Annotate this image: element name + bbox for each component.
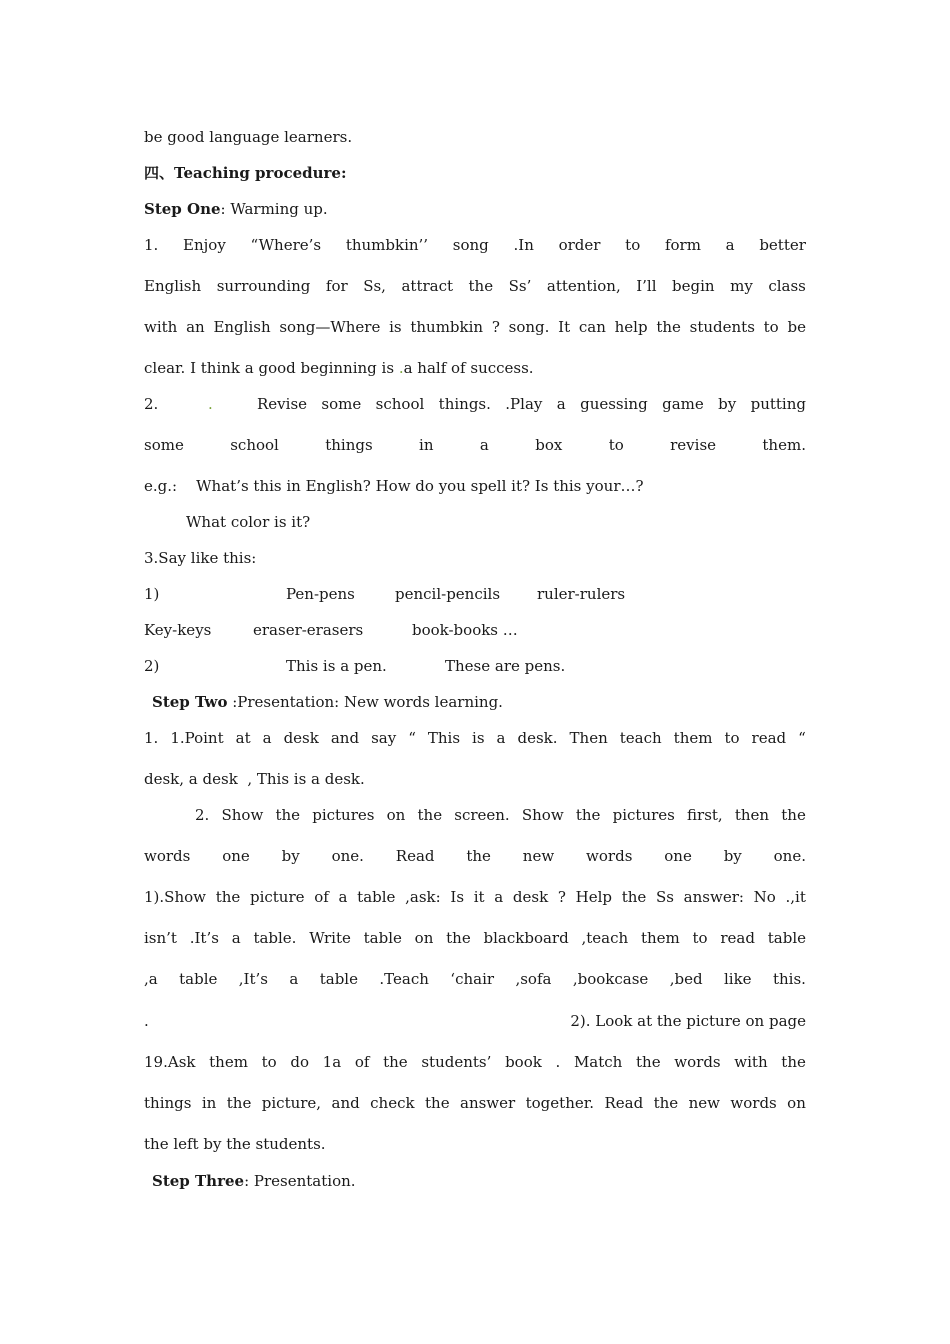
word: things. bbox=[438, 395, 491, 413]
word: like bbox=[723, 970, 752, 988]
word: No bbox=[753, 888, 776, 906]
word: to bbox=[625, 236, 641, 254]
word: English bbox=[213, 318, 271, 336]
word: the bbox=[417, 806, 443, 824]
word: a bbox=[231, 929, 241, 947]
word: It bbox=[558, 318, 571, 336]
justified-line bbox=[144, 317, 806, 337]
word: picture bbox=[249, 888, 305, 906]
word: the bbox=[275, 806, 301, 824]
word: words bbox=[730, 1094, 777, 1112]
word: them. bbox=[762, 436, 806, 454]
stray-mark: . bbox=[144, 1012, 149, 1030]
example-word: eraser-erasers bbox=[253, 621, 364, 639]
word: be bbox=[787, 318, 806, 336]
word: a bbox=[289, 970, 299, 988]
word: 1).Show bbox=[144, 888, 206, 906]
word: to bbox=[608, 436, 624, 454]
word: ? bbox=[557, 888, 566, 906]
word: one bbox=[664, 847, 692, 865]
word: thumbkin bbox=[410, 318, 484, 336]
word: 1.Point bbox=[170, 729, 224, 747]
word: box bbox=[535, 436, 563, 454]
word: . bbox=[555, 1053, 561, 1071]
word: on bbox=[414, 929, 434, 947]
word: things bbox=[144, 1094, 192, 1112]
word: read bbox=[720, 929, 755, 947]
word: ‘chair bbox=[450, 970, 495, 988]
word: Show bbox=[521, 806, 564, 824]
word: at bbox=[235, 729, 251, 747]
word: a bbox=[494, 888, 504, 906]
word: Match bbox=[573, 1053, 623, 1071]
word: words bbox=[144, 847, 191, 865]
word: by bbox=[281, 847, 300, 865]
step-three-title: : Presentation. bbox=[244, 1172, 356, 1190]
word: by bbox=[723, 847, 742, 865]
justified-line bbox=[144, 728, 806, 748]
word: surrounding bbox=[216, 277, 311, 295]
word: them bbox=[640, 929, 680, 947]
word: to bbox=[261, 1053, 277, 1071]
list-number: 2. bbox=[144, 395, 159, 413]
word: answer: bbox=[683, 888, 744, 906]
word: 1a bbox=[322, 1053, 342, 1071]
word: in bbox=[201, 1094, 217, 1112]
text-segment: clear. I think a good beginning is bbox=[144, 359, 399, 377]
word: the bbox=[383, 1053, 408, 1071]
word: in bbox=[419, 436, 434, 454]
word: the bbox=[656, 318, 681, 336]
word: guessing bbox=[580, 395, 648, 413]
word: Help bbox=[575, 888, 612, 906]
example-word: book-books … bbox=[412, 621, 518, 639]
word: an bbox=[186, 318, 205, 336]
word: .In bbox=[513, 236, 534, 254]
word: the bbox=[781, 1053, 806, 1071]
word: putting bbox=[750, 395, 806, 413]
step-two-heading: Step Two bbox=[152, 693, 228, 711]
word: “Where’s bbox=[250, 236, 322, 254]
word: isn’t bbox=[144, 929, 177, 947]
word: ,bed bbox=[669, 970, 703, 988]
word: Then bbox=[569, 729, 608, 747]
word: class bbox=[768, 277, 806, 295]
word: Show bbox=[221, 806, 264, 824]
word: teach bbox=[619, 729, 662, 747]
word: first, bbox=[687, 806, 723, 824]
word: them bbox=[673, 729, 713, 747]
word: of bbox=[354, 1053, 370, 1071]
word: ,a bbox=[144, 970, 158, 988]
word: do bbox=[290, 1053, 309, 1071]
word: table. bbox=[253, 929, 297, 947]
justified-line bbox=[144, 969, 806, 989]
word: the bbox=[575, 806, 601, 824]
word: and bbox=[330, 729, 360, 747]
word: Ss bbox=[655, 888, 674, 906]
word: words bbox=[674, 1053, 721, 1071]
word: the bbox=[226, 1094, 252, 1112]
list-number: 1) bbox=[144, 585, 160, 603]
word: students’ bbox=[421, 1053, 492, 1071]
text-line bbox=[144, 358, 806, 378]
word: table bbox=[357, 888, 396, 906]
word: new bbox=[688, 1094, 720, 1112]
word: ? bbox=[491, 318, 500, 336]
word: can bbox=[578, 318, 606, 336]
word: English bbox=[144, 277, 202, 295]
word: say bbox=[371, 729, 397, 747]
word: check bbox=[370, 1094, 415, 1112]
word: the bbox=[653, 1094, 679, 1112]
justified-line bbox=[144, 887, 806, 907]
word: begin bbox=[672, 277, 715, 295]
word: Is bbox=[450, 888, 465, 906]
word: 2. bbox=[195, 806, 210, 824]
step-two-title: :Presentation: New words learning. bbox=[227, 693, 503, 711]
word: table bbox=[363, 929, 402, 947]
word: with bbox=[734, 1053, 768, 1071]
text-segment: a half of success. bbox=[403, 359, 534, 377]
word: Ss, bbox=[363, 277, 386, 295]
word: revise bbox=[670, 436, 717, 454]
word: desk bbox=[283, 729, 319, 747]
word: by bbox=[718, 395, 737, 413]
word: attention, bbox=[546, 277, 621, 295]
justified-line bbox=[144, 1052, 806, 1072]
word: school bbox=[230, 436, 279, 454]
word: the bbox=[466, 847, 491, 865]
word: ,ask: bbox=[405, 888, 441, 906]
example-word: Pen-pens bbox=[286, 585, 355, 603]
word: help bbox=[614, 318, 648, 336]
word: one bbox=[222, 847, 250, 865]
step-three-heading: Step Three bbox=[152, 1172, 245, 1190]
example-sentence: These are pens. bbox=[445, 657, 566, 675]
word: screen. bbox=[454, 806, 510, 824]
word: table bbox=[767, 929, 806, 947]
step-one-line bbox=[144, 199, 806, 219]
justified-line bbox=[257, 394, 806, 414]
word: new bbox=[522, 847, 555, 865]
word: a bbox=[725, 236, 735, 254]
word: to bbox=[724, 729, 740, 747]
example-word: Key-keys bbox=[144, 621, 212, 639]
word: on bbox=[787, 1094, 806, 1112]
word: game bbox=[662, 395, 704, 413]
justified-line bbox=[195, 805, 806, 825]
word: a bbox=[496, 729, 506, 747]
word: ,bookcase bbox=[572, 970, 649, 988]
word: of bbox=[314, 888, 329, 906]
word: This bbox=[427, 729, 461, 747]
justified-line bbox=[144, 846, 806, 866]
word: for bbox=[325, 277, 348, 295]
justified-line bbox=[144, 1093, 806, 1113]
text-line: 2). Look at the picture on page bbox=[570, 1012, 806, 1030]
word: .It’s bbox=[189, 929, 219, 947]
word: order bbox=[558, 236, 601, 254]
word: .Play bbox=[505, 395, 543, 413]
word: picture, bbox=[261, 1094, 322, 1112]
text-line: desk, a desk , This is a desk. bbox=[144, 770, 365, 788]
justified-line bbox=[144, 276, 806, 296]
word: table bbox=[179, 970, 218, 988]
word: a bbox=[479, 436, 489, 454]
word: song. bbox=[508, 318, 550, 336]
example-sentence: This is a pen. bbox=[286, 657, 387, 675]
word: one. bbox=[331, 847, 364, 865]
stray-mark: . bbox=[208, 395, 213, 413]
word: ,sofa bbox=[515, 970, 552, 988]
word: the bbox=[621, 888, 647, 906]
word: a bbox=[556, 395, 566, 413]
word: the bbox=[446, 929, 471, 947]
word: on bbox=[386, 806, 406, 824]
word: then bbox=[734, 806, 770, 824]
step-two-line bbox=[152, 692, 503, 712]
word: 19.Ask bbox=[144, 1053, 196, 1071]
word: the bbox=[215, 888, 241, 906]
text-line: e.g.: What’s this in English? How do you spell it? Is this your…? bbox=[144, 477, 644, 495]
word: I’ll bbox=[636, 277, 657, 295]
word: and bbox=[331, 1094, 360, 1112]
word: to bbox=[763, 318, 779, 336]
word: “ bbox=[408, 729, 416, 747]
step-one-title: : Warming up. bbox=[220, 200, 328, 218]
word: answer bbox=[460, 1094, 516, 1112]
word: this. bbox=[772, 970, 806, 988]
word: read bbox=[751, 729, 787, 747]
text-line: What color is it? bbox=[186, 513, 311, 531]
word: table bbox=[319, 970, 358, 988]
word: some bbox=[144, 436, 184, 454]
word: “ bbox=[798, 729, 806, 747]
word: ,teach bbox=[581, 929, 629, 947]
word: the bbox=[425, 1094, 450, 1112]
word: words bbox=[586, 847, 633, 865]
step-three-line bbox=[152, 1171, 356, 1191]
word: is bbox=[472, 729, 485, 747]
word: book bbox=[505, 1053, 542, 1071]
list-number: 2) bbox=[144, 657, 160, 675]
word: song—Where bbox=[279, 318, 381, 336]
word: with bbox=[144, 318, 178, 336]
word: a bbox=[338, 888, 348, 906]
word: blackboard bbox=[483, 929, 569, 947]
word: Read bbox=[395, 847, 435, 865]
word: my bbox=[730, 277, 753, 295]
word: them bbox=[209, 1053, 248, 1071]
word: together. bbox=[525, 1094, 595, 1112]
word: is bbox=[389, 318, 402, 336]
word: the bbox=[636, 1053, 661, 1071]
word: Write bbox=[309, 929, 351, 947]
word: pictures bbox=[312, 806, 375, 824]
text-line: the left by the students. bbox=[144, 1135, 326, 1153]
justified-line bbox=[144, 928, 806, 948]
justified-line bbox=[144, 435, 806, 455]
justified-line bbox=[144, 235, 806, 255]
word: Read bbox=[604, 1094, 644, 1112]
word: .,it bbox=[785, 888, 806, 906]
stray-mark: . bbox=[398, 359, 404, 377]
word: things bbox=[325, 436, 373, 454]
word: song bbox=[452, 236, 489, 254]
word: form bbox=[664, 236, 701, 254]
word: desk. bbox=[517, 729, 558, 747]
section-heading: 四、Teaching procedure: bbox=[144, 164, 347, 182]
word: it bbox=[473, 888, 485, 906]
example-word: ruler-rulers bbox=[537, 585, 626, 603]
text-line: 3.Say like this: bbox=[144, 549, 257, 567]
word: one. bbox=[773, 847, 806, 865]
word: Revise bbox=[257, 395, 308, 413]
word: students bbox=[689, 318, 755, 336]
word: 1. bbox=[144, 236, 159, 254]
text-line: be good language learners. bbox=[144, 128, 353, 146]
step-one-heading: Step One bbox=[144, 200, 221, 218]
word: better bbox=[759, 236, 806, 254]
word: ,It’s bbox=[238, 970, 268, 988]
word: Ss’ bbox=[508, 277, 532, 295]
word: thumbkin’’ bbox=[345, 236, 429, 254]
word: to bbox=[692, 929, 708, 947]
word: attract bbox=[401, 277, 454, 295]
word: the bbox=[468, 277, 494, 295]
example-word: pencil-pencils bbox=[395, 585, 501, 603]
word: pictures bbox=[612, 806, 675, 824]
word: a bbox=[262, 729, 272, 747]
word: Enjoy bbox=[183, 236, 226, 254]
word: some bbox=[321, 395, 362, 413]
word: desk bbox=[512, 888, 549, 906]
word: .Teach bbox=[379, 970, 429, 988]
word: 1. bbox=[144, 729, 159, 747]
word: the bbox=[781, 806, 806, 824]
word: school bbox=[375, 395, 425, 413]
